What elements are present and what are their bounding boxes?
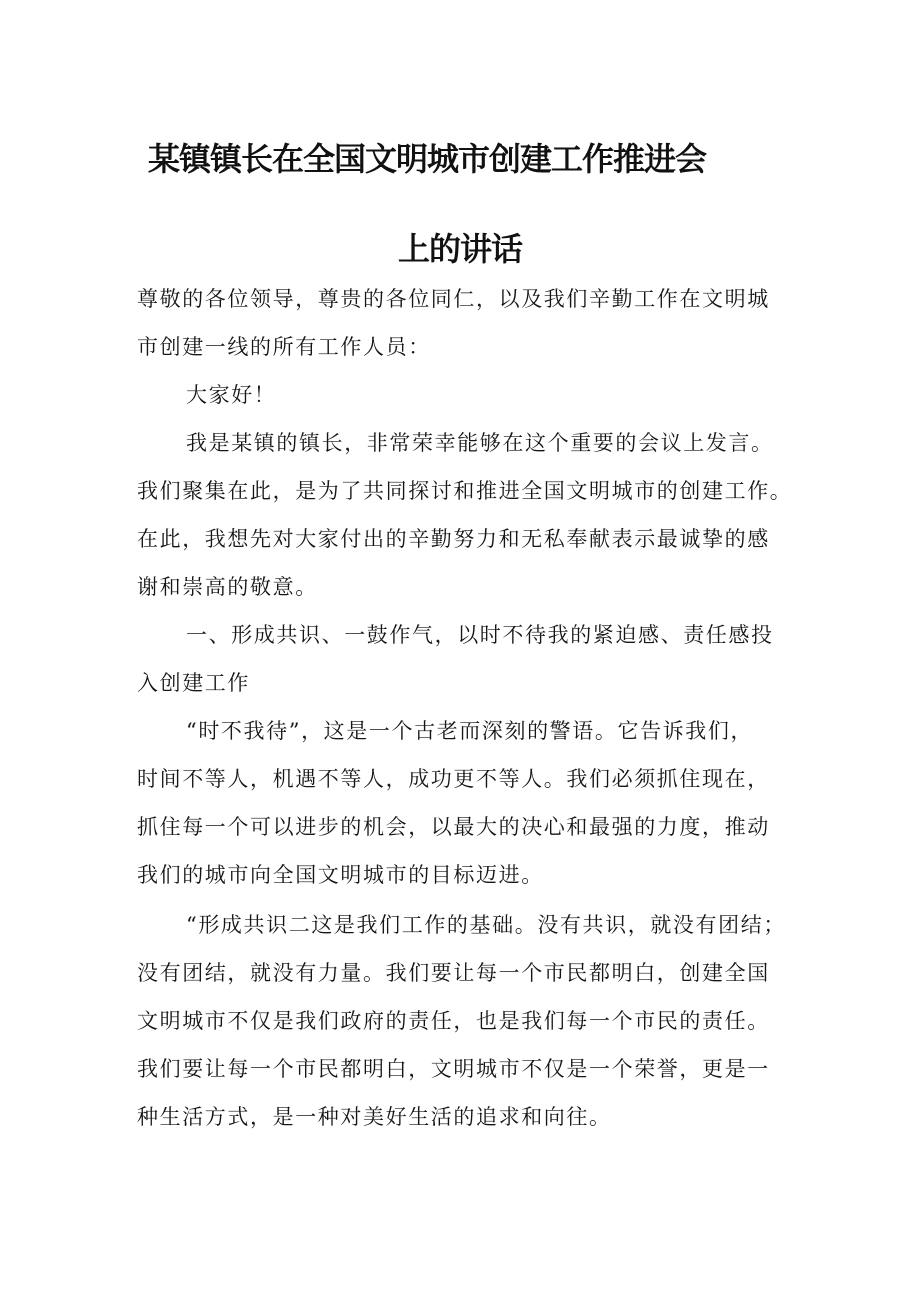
body-line: 文明城市不仅是我们政府的责任，也是我们每一个市民的责任。 bbox=[137, 1009, 770, 1033]
body-line: 谢和崇高的敬意。 bbox=[137, 575, 318, 599]
body-line: 入创建工作 bbox=[137, 671, 250, 695]
body-line: 我是某镇的镇长，非常荣幸能够在这个重要的会议上发言。 bbox=[186, 431, 774, 455]
body-line: 一、形成共识、一鼓作气，以时不待我的紧迫感、责任感投 bbox=[186, 623, 774, 647]
body-line: 我们要让每一个市民都明白，文明城市不仅是一个荣誉，更是一 bbox=[137, 1057, 770, 1081]
document-title-line-2: 上的讲话 bbox=[397, 230, 522, 268]
body-line: 尊敬的各位领导，尊贵的各位同仁，以及我们辛勤工作在文明城 bbox=[137, 287, 770, 311]
body-line: 市创建一线的所有工作人员： bbox=[137, 335, 431, 359]
body-line: “形成共识二这是我们工作的基础。没有共识，就没有团结； bbox=[186, 913, 786, 937]
body-line: 抓住每一个可以进步的机会，以最大的决心和最强的力度，推动 bbox=[137, 815, 770, 839]
body-line: 我们聚集在此，是为了共同探讨和推进全国文明城市的创建工作。 bbox=[137, 479, 793, 503]
body-line: 大家好！ bbox=[186, 383, 277, 407]
body-line: 时间不等人，机遇不等人，成功更不等人。我们必须抓住现在， bbox=[137, 767, 770, 791]
body-line: 我们的城市向全国文明城市的目标迈进。 bbox=[137, 863, 544, 887]
body-line: 在此，我想先对大家付出的辛勤努力和无私奉献表示最诚挚的感 bbox=[137, 527, 770, 551]
body-line: “时不我待”，这是一个古老而深刻的警语。它告诉我们， bbox=[186, 719, 754, 743]
document-title-line-1: 某镇镇长在全国文明城市创建工作推进会 bbox=[148, 140, 707, 178]
body-line: 没有团结，就没有力量。我们要让每一个市民都明白，创建全国 bbox=[137, 961, 770, 985]
body-line: 种生活方式，是一种对美好生活的追求和向往。 bbox=[137, 1105, 612, 1129]
